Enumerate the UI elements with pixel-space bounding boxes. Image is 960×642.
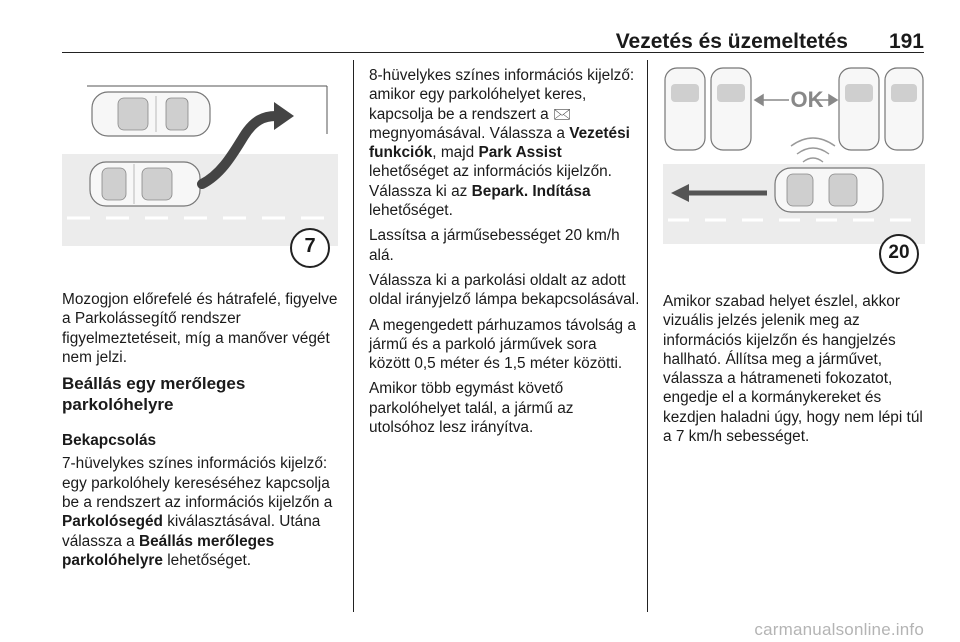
steering-wheel-button-icon: 🖂 [552,105,571,123]
column-1 [62,290,344,576]
figure-parallel-parking [62,64,338,278]
parked-car [92,92,210,136]
figure-number: 20 [888,242,910,263]
ok-sign: OK [790,87,824,112]
figure-perpendicular-parking [663,64,925,276]
column-2 [369,66,641,443]
section-heading: Beállás egy merőleges parkolóhelyre [62,374,246,415]
column-divider [353,60,354,612]
paragraph: Lassítsa a járműsebességet 20 km/h alá. [369,227,620,264]
figure-number: 7 [304,235,316,257]
menu-item-reference: Park Assist [478,144,562,162]
own-car [90,162,200,206]
menu-item-reference: Parkolósegéd [62,513,163,531]
paragraph: 7-hüvelykes színes információs kijelző: egy parkolóhely kereséséhez kapcsolja be a rendszert az információs kijelzőn a Parkolósegéd kiválasztásával. Utána válassza a Beállás merőleges parkolóhelyre lehetőséget. [62,455,333,569]
menu-item-reference: Vezetési funkciók [369,124,630,162]
paragraph: A megengedett párhuzamos távolság a jármű és a parkoló járművek sora között 0,5 méter és 1,5 méter közötti. [369,316,636,373]
paragraph: 8-hüvelykes színes információs kijelző: amikor egy parkolóhelyet keres, kapcsolja be a rendszert a 🖂 megnyomásával. Válassza a Vezetési funkciók, majd Park Assist lehetőséget az információs kijelzőn. Válassza ki az Bepark. Indítása lehetőséget. [369,67,635,220]
menu-item-reference: Bepark. Indítása [471,182,591,200]
paragraph: Amikor szabad helyet észlel, akkor vizuális jelzés jelenik meg az információs kijelzőn és hangjelzés hallható. Állítsa meg a járművet, válassza a hátrameneti fokozatot, engedje el a kormánykereket és kezdjen haladni úgy, hogy nem lépi túl a 7 km/h sebességet. [663,293,923,446]
own-car [775,168,883,212]
column-divider [647,60,648,612]
page-number: 191 [888,30,924,53]
paragraph: Amikor több egymást követő parkolóhelyet talál, a jármű az utolsóhoz lesz irányítva. [369,380,574,437]
menu-item-reference: Beállás merőleges parkolóhelyre [62,532,275,569]
paragraph: Mozogjon előrefelé és hátrafelé, figyelve a Parkolássegítő rendszer figyelmeztetéseit, míg a manőver végét nem jelzi. [62,291,338,366]
header-rule [62,52,924,53]
subsection-heading: Bekapcsolás [62,432,157,450]
watermark: carmanualsonline.info [754,620,924,639]
column-3 [663,292,925,452]
header-title: Vezetés és üzemeltetés [615,30,848,53]
page-header [0,22,960,52]
paragraph: Válassza ki a parkolási oldalt az adott oldal irányjelző lámpa bekapcsolásával. [369,271,640,309]
